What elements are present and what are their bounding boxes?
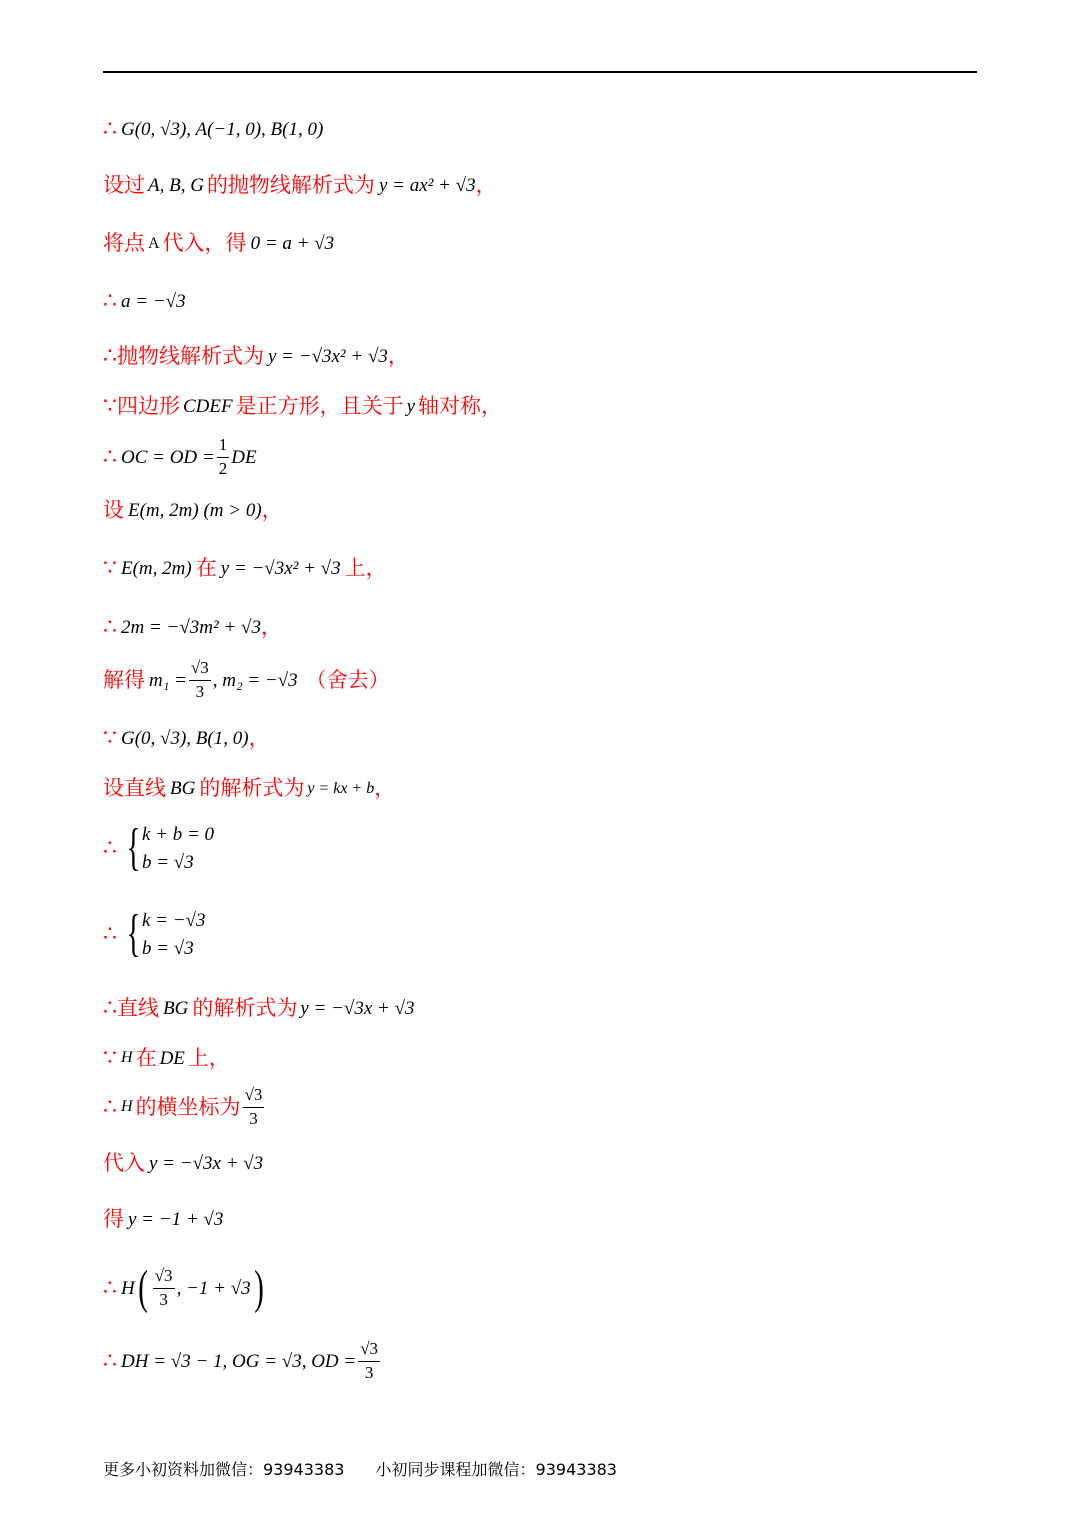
math-expression: y = −√3x² + √3: [268, 345, 388, 367]
numerator: √3: [358, 1340, 380, 1362]
math-expression: H: [121, 1277, 135, 1299]
text-segment: 直线: [117, 995, 159, 1020]
because-symbol: ∵: [103, 725, 117, 750]
footer-right-text: 小初同步课程加微信：93943383: [375, 1460, 617, 1479]
equation-row: b = √3: [141, 937, 194, 959]
solution-line-16: [103, 997, 415, 1019]
therefore-symbol: ∴: [103, 995, 117, 1020]
text-segment: （舍去）: [305, 667, 390, 692]
header-rule: [103, 71, 977, 73]
denominator: 3: [249, 1108, 258, 1128]
text-segment: 代入: [103, 1151, 145, 1175]
left-paren: (: [137, 1261, 148, 1314]
therefore-symbol: ∴: [103, 116, 117, 141]
therefore-symbol: ∴: [103, 614, 117, 639]
because-symbol: ∵: [103, 1045, 117, 1070]
numerator: √3: [243, 1086, 265, 1108]
therefore-symbol: ∴: [103, 1275, 117, 1300]
equation-system: [121, 819, 215, 876]
text-segment: 轴对称，: [418, 393, 503, 418]
math-expression: E(m, 2m) (m > 0): [128, 500, 262, 521]
fraction: [189, 659, 211, 701]
footer-left-text: 更多小初资料加微信：93943383: [103, 1460, 345, 1479]
text-segment: 上，: [187, 1045, 230, 1070]
math-expression: BG: [170, 778, 196, 799]
therefore-symbol: ∴: [103, 288, 117, 313]
equation-row: b = √3: [141, 851, 194, 873]
denominator: 2: [218, 458, 228, 478]
text-segment: 解得: [103, 667, 145, 692]
text-segment: 在: [135, 1045, 157, 1070]
math-expression: DE: [231, 446, 257, 468]
text-segment: 的抛物线解析式为: [206, 173, 375, 197]
text-segment: 得: [103, 1207, 124, 1231]
math-expression: y: [406, 395, 416, 417]
solution-line-10: [103, 616, 282, 638]
denominator: 3: [364, 1362, 374, 1382]
math-expression: DE: [159, 1047, 185, 1069]
point-label: A: [148, 234, 160, 252]
text-segment: ，: [374, 776, 396, 800]
text-segment: 是正方形，且关于: [235, 393, 404, 418]
solution-line-13: [103, 778, 395, 799]
solution-line-9: [103, 557, 387, 579]
math-expression: E(m, 2m): [121, 557, 192, 579]
denominator: 3: [195, 681, 205, 701]
solution-line-17: [103, 1047, 230, 1069]
math-expression: y = −1 + √3: [128, 1209, 224, 1230]
solution-line-6: [103, 395, 502, 417]
numerator: 1: [217, 436, 230, 458]
right-paren: ): [253, 1261, 264, 1314]
solution-line-14: [103, 819, 215, 876]
text-segment: 将点: [103, 231, 145, 255]
numerator: √3: [189, 659, 211, 681]
math-expression: G(0, √3), B(1, 0): [121, 727, 249, 749]
math-expression: y = −√3x² + √3: [220, 557, 341, 579]
text-segment: 四边形: [117, 393, 180, 418]
math-expression: A, B, G: [148, 175, 204, 196]
therefore-symbol: ∴: [103, 444, 117, 470]
math-expression: , m₂ = −√3: [212, 669, 298, 691]
math-expression: 2m = −√3m² + √3: [121, 616, 261, 638]
math-expression: y = −√3x + √3: [300, 997, 415, 1019]
solution-line-4: [103, 290, 186, 312]
therefore-symbol: ∴: [103, 835, 117, 860]
math-expression: H: [121, 1049, 133, 1066]
text-segment: 的横坐标为: [135, 1094, 241, 1119]
math-expression: BG: [163, 997, 189, 1019]
fraction: [243, 1086, 265, 1128]
math-expression: , −1 + √3: [176, 1277, 251, 1299]
text-segment: 设过: [103, 173, 145, 197]
text-segment: 代入，得: [162, 231, 247, 255]
math-expression: 0 = a + √3: [250, 233, 335, 254]
equation-row: k = −√3: [141, 909, 206, 931]
math-expression: y = kx + b: [307, 779, 375, 797]
page-footer: [103, 1457, 617, 1480]
equation-row: k + b = 0: [141, 823, 215, 845]
solution-line-22: [103, 1340, 382, 1382]
equation-system: [121, 905, 206, 962]
text-segment: ，: [248, 725, 270, 750]
solution-line-11: [103, 659, 390, 701]
solution-line-2: [103, 175, 497, 196]
math-expression: m₁ =: [149, 669, 187, 691]
solution-line-21: [103, 1261, 267, 1314]
solution-line-18: [103, 1086, 266, 1128]
solution-line-1: [103, 118, 323, 140]
therefore-symbol: ∴: [103, 343, 117, 368]
math-expression: OC = OD =: [121, 446, 215, 468]
solution-line-3: [103, 233, 334, 254]
fraction: [217, 436, 230, 478]
fraction: [153, 1267, 175, 1309]
therefore-symbol: ∴: [103, 921, 117, 946]
solution-line-5: [103, 345, 409, 367]
numerator: √3: [153, 1267, 175, 1289]
therefore-symbol: ∴: [103, 1094, 117, 1120]
solution-line-15: [103, 905, 206, 962]
solution-line-7: [103, 436, 257, 478]
text-segment: 设: [103, 498, 124, 522]
denominator: 3: [159, 1289, 168, 1309]
because-symbol: ∵: [103, 555, 117, 580]
text-segment: 上，: [344, 555, 387, 580]
solution-line-19: [103, 1153, 263, 1174]
math-expression: y = ax² + √3: [378, 175, 476, 196]
math-expression: DH = √3 − 1, OG = √3, OD =: [121, 1350, 357, 1372]
text-segment: ，: [261, 498, 283, 522]
solution-line-20: [103, 1209, 223, 1230]
left-brace: {: [126, 819, 141, 876]
text-segment: ，: [260, 614, 282, 639]
because-symbol: ∵: [103, 393, 117, 418]
text-segment: 的解析式为: [192, 995, 298, 1020]
therefore-symbol: ∴: [103, 1348, 117, 1374]
text-segment: 在: [195, 555, 217, 580]
text-segment: ，: [475, 173, 497, 197]
math-expression: H: [121, 1098, 133, 1116]
math-expression: a = −√3: [121, 290, 186, 312]
math-expression: G(0, √3), A(−1, 0), B(1, 0): [121, 118, 324, 140]
solution-line-12: [103, 727, 270, 749]
math-expression: CDEF: [183, 395, 233, 417]
fraction: [358, 1340, 380, 1382]
text-segment: ，: [387, 343, 409, 368]
solution-line-8: [103, 500, 283, 521]
text-segment: 抛物线解析式为: [117, 343, 264, 368]
text-segment: 设直线: [103, 776, 166, 800]
left-brace: {: [126, 905, 141, 962]
math-expression: y = −√3x + √3: [149, 1153, 264, 1174]
text-segment: 的解析式为: [199, 776, 305, 800]
